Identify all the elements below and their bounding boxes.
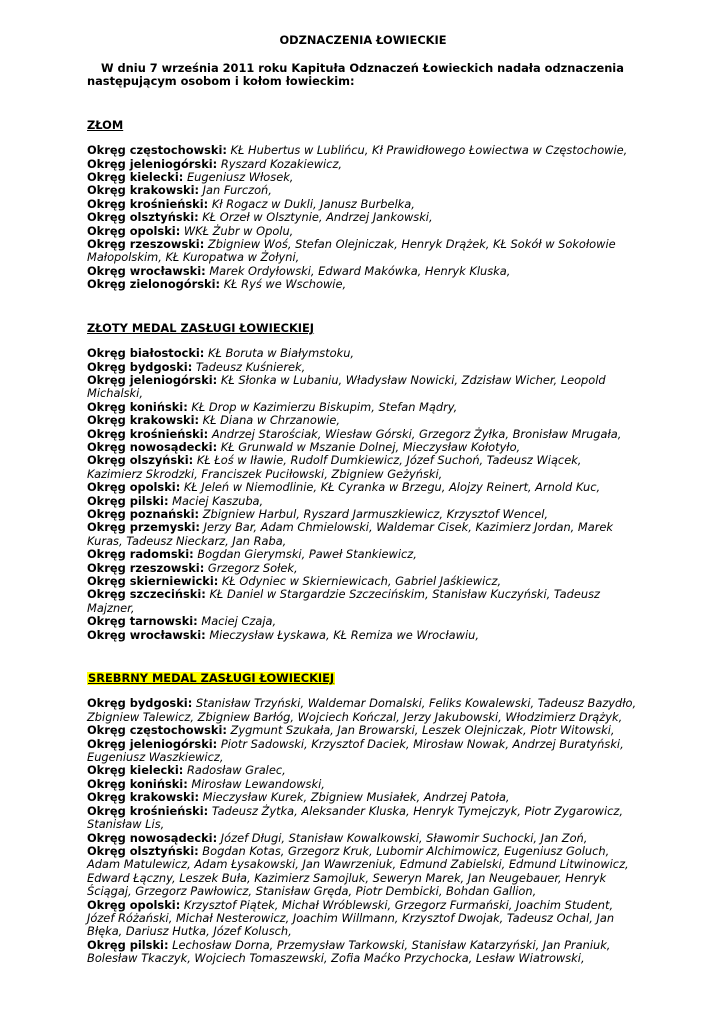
recipients-text: Eugeniusz Włosek, [186, 170, 294, 185]
entry-row [87, 697, 639, 724]
recipients-text: Krzysztof Piątek, Michał Wróblewski, Grzegorz Furmański, Joachim Student, Józef Różański, Michał Nesterowicz, Joachim Willmann, Krzysztof Dwojak, Tadeusz Ochal, Jan Błęka, Dariusz Hutka, Józef Kolusch, [87, 897, 615, 939]
district-label: Okręg skierniewicki: [87, 574, 219, 588]
entry-row [87, 347, 639, 360]
district-label: Okręg wrocławski: [87, 263, 206, 278]
entry-row [87, 939, 639, 966]
recipients-text: Tadeusz Kuśnierek, [195, 359, 306, 374]
district-label: Okręg olszyński: [87, 453, 194, 468]
recipients-text: Lechosław Dorna, Przemysław Tarkowski, Stanisław Katarzyński, Jan Praniuk, Bolesław Tkaczyk, Wojciech Tomaszewski, Zofia Maćko Przychocka, Lesław Wiatrowski, [87, 937, 611, 966]
district-label: Okręg krośnieński: [87, 196, 209, 211]
entry-row [87, 198, 639, 211]
recipients-text: Piotr Sadowski, Krzysztof Daciek, Mirosław Nowak, Andrzej Buratyński, Eugeniusz Waszkiewicz, [87, 736, 624, 765]
district-label: Okręg zielonogórski: [87, 277, 221, 292]
recipients-text: Maciej Kaszuba, [172, 493, 264, 508]
recipients-text: Zbigniew Woś, Stefan Olejniczak, Henryk Drążek, KŁ Sokół w Sokołowie Małopolskim, KŁ Kuropatwa w Żołyni, [87, 237, 616, 265]
district-label: Okręg olsztyński: [87, 210, 199, 225]
district-label: Okręg przemyski: [87, 520, 200, 535]
district-label: Okręg białostocki: [87, 346, 205, 361]
recipients-text: KŁ Grunwald w Mszanie Dolnej, Mieczysław Kołotyło, [220, 439, 521, 454]
recipients-text: Mieczysław Łyskawa, KŁ Remiza we Wrocławiu, [209, 627, 479, 642]
recipients-text: Kł Rogacz w Dukli, Janusz Burbelka, [211, 196, 415, 211]
district-label: Okręg kielecki: [87, 763, 184, 778]
district-label: Okręg wrocławski: [87, 627, 206, 642]
award-section [87, 317, 639, 642]
section-heading: SREBRNY MEDAL ZASŁUGI ŁOWIECKIEJ [88, 671, 335, 686]
entry-row [87, 265, 639, 278]
section-heading: ZŁOM [87, 117, 124, 132]
recipients-text: Bogdan Gierymski, Paweł Stankiewicz, [197, 547, 417, 562]
entry-row [87, 521, 639, 548]
entry-row [87, 575, 639, 588]
district-label: Okręg szczeciński: [87, 587, 206, 602]
recipients-text: Bogdan Kotas, Grzegorz Kruk, Lubomir Alchimowicz, Eugeniusz Goluch, Adam Matulewicz, Adam Łysakowski, Jan Wawrzeniuk, Edmund Zabielski, Edmund Litwinowicz, Edward Łączny, Leszek Buła, Kazimierz Samojluk, Seweryn Marek, Jan Neugebauer, Henryk Ściągaj, Grzegorz Pawłowicz, Stanisław Gręda, Piotr Dembicki, Bohdan Gallion, [87, 843, 629, 899]
district-label: Okręg jeleniogórski: [87, 736, 218, 751]
recipients-text: Zbigniew Harbul, Ryszard Jarmuszkiewicz, Krzysztof Wencel, [202, 506, 548, 521]
district-label: Okręg poznański: [87, 506, 200, 521]
entry-row [87, 629, 639, 642]
entry-row [87, 238, 639, 265]
recipients-text: Mirosław Lewandowski, [191, 776, 325, 791]
recipients-text: Zygmunt Szukała, Jan Browarski, Leszek Olejniczak, Piotr Witowski, [230, 723, 615, 738]
entry-list [87, 347, 639, 642]
district-label: Okręg jeleniogórski: [87, 156, 218, 171]
entry-row [87, 615, 639, 628]
district-label: Okręg bydgoski: [87, 359, 193, 374]
recipients-text: KŁ Drop w Kazimierzu Biskupim, Stefan Mądry, [191, 399, 458, 414]
entry-row [87, 211, 639, 224]
entry-row [87, 548, 639, 561]
district-label: Okręg krośnieński: [87, 803, 209, 818]
entry-row [87, 278, 639, 291]
entry-row [87, 441, 639, 454]
district-label: Okręg krakowski: [87, 183, 200, 198]
district-label: Okręg krośnieński: [87, 426, 209, 441]
recipients-text: KŁ Boruta w Białymstoku, [207, 346, 355, 361]
entry-row [87, 764, 639, 777]
document-page [87, 30, 639, 991]
recipients-text: Andrzej Starościak, Wiesław Górski, Grzegorz Żyłka, Bronisław Mrugała, [211, 426, 622, 441]
entry-row [87, 738, 639, 765]
district-label: Okręg olsztyński: [87, 843, 199, 858]
district-label: Okręg opolski: [87, 897, 181, 912]
entry-row [87, 361, 639, 374]
recipients-text: KŁ Hubertus w Lublińcu, Kł Prawidłowego Łowiectwa w Częstochowie, [230, 143, 628, 158]
district-label: Okręg pilski: [87, 493, 169, 508]
entry-row [87, 832, 639, 845]
district-label: Okręg nowosądecki: [87, 439, 218, 454]
entry-row [87, 184, 639, 197]
district-label: Okręg opolski: [87, 480, 181, 495]
district-label: Okręg rzeszowski: [87, 237, 205, 252]
entry-row [87, 845, 639, 899]
district-label: Okręg radomski: [87, 547, 194, 562]
district-label: Okręg bydgoski: [87, 696, 193, 711]
entry-row [87, 401, 639, 414]
district-label: Okręg koniński: [87, 776, 188, 791]
entry-row [87, 778, 639, 791]
recipients-text: KŁ Jeleń w Niemodlinie, KŁ Cyranka w Brzegu, Alojzy Reinert, Arnold Kuc, [183, 480, 601, 495]
recipients-text: Ryszard Kozakiewicz, [220, 156, 343, 171]
entry-row [87, 562, 639, 575]
entry-row [87, 144, 639, 157]
district-label: Okręg częstochowski: [87, 723, 227, 738]
recipients-text: Tadeusz Żytka, Aleksander Kluska, Henryk Tymejczyk, Piotr Zygarowicz, Stanisław Lis, [87, 803, 623, 832]
entry-row [87, 158, 639, 171]
entry-row [87, 805, 639, 832]
entry-row [87, 414, 639, 427]
entry-list [87, 144, 639, 291]
document-title: ODZNACZENIA ŁOWIECKIE [279, 33, 447, 47]
section-heading: ZŁOTY MEDAL ZASŁUGI ŁOWIECKIEJ [87, 320, 315, 335]
award-section [87, 667, 639, 966]
district-label: Okręg krakowski: [87, 413, 200, 428]
entry-row [87, 899, 639, 939]
entry-list [87, 697, 639, 965]
recipients-text: KŁ Ryś we Wschowie, [223, 277, 347, 292]
entry-row [87, 225, 639, 238]
intro-paragraph [87, 62, 639, 89]
entry-row [87, 481, 639, 494]
district-label: Okręg rzeszowski: [87, 560, 205, 575]
recipients-text: Jerzy Bar, Adam Chmielowski, Waldemar Cisek, Kazimierz Jordan, Marek Kuras, Tadeusz Nieckarz, Jan Raba, [87, 520, 614, 548]
entry-row [87, 791, 639, 804]
district-label: Okręg nowosądecki: [87, 830, 218, 845]
entry-row [87, 454, 639, 481]
recipients-text: KŁ Odyniec w Skierniewicach, Gabriel Jaśkiewicz, [221, 574, 502, 588]
recipients-text: Stanisław Trzyński, Waldemar Domalski, Feliks Kowalewski, Tadeusz Bazydło, Zbigniew Talewicz, Zbigniew Barłóg, Wojciech Kończal, Jerzy Jakubowski, Włodzimierz Drążyk, [87, 696, 637, 724]
recipients-text: KŁ Orzeł w Olsztynie, Andrzej Jankowski, [202, 210, 433, 225]
district-label: Okręg pilski: [87, 937, 169, 952]
district-label: Okręg krakowski: [87, 790, 200, 805]
entry-row [87, 171, 639, 184]
entry-row [87, 508, 639, 521]
entry-row [87, 428, 639, 441]
district-label: Okręg kielecki: [87, 170, 184, 185]
recipients-text: Maciej Czaja, [201, 614, 277, 629]
recipients-text: Mieczysław Kurek, Zbigniew Musiałek, Andrzej Patoła, [202, 790, 510, 805]
recipients-text: Grzegorz Sołek, [207, 560, 298, 575]
entry-row [87, 724, 639, 737]
recipients-text: Radosław Gralec, [186, 763, 286, 778]
recipients-text: Marek Ordyłowski, Edward Makówka, Henryk Kluska, [209, 263, 511, 278]
recipients-text: WKŁ Żubr w Opolu, [183, 223, 294, 238]
intro-text: W dniu 7 września 2011 roku Kapituła Odznaczeń Łowieckich nadała odznaczenia następującym osobom i kołom łowieckim: [87, 61, 624, 89]
district-label: Okręg jeleniogórski: [87, 372, 218, 387]
recipients-text: Józef Długi, Stanisław Kowalkowski, Sławomir Suchocki, Jan Zoń, [220, 830, 588, 845]
recipients-text: KŁ Łoś w Iławie, Rudolf Dumkiewicz, Józef Suchoń, Tadeusz Wiącek, Kazimierz Skrodzki, Franciszek Puciłowski, Zbigniew Geżyński, [87, 453, 582, 481]
district-label: Okręg częstochowski: [87, 143, 227, 158]
recipients-text: KŁ Słonka w Lubaniu, Władysław Nowicki, Zdzisław Wicher, Leopold Michalski, [87, 372, 606, 401]
award-section [87, 114, 639, 292]
district-label: Okręg tarnowski: [87, 614, 198, 629]
entry-row [87, 374, 639, 401]
entry-row [87, 495, 639, 508]
recipients-text: KŁ Daniel w Stargardzie Szczecińskim, Stanisław Kuczyński, Tadeusz Majzner, [87, 587, 601, 615]
district-label: Okręg koniński: [87, 399, 188, 414]
award-sections [87, 114, 639, 966]
entry-row [87, 588, 639, 615]
district-label: Okręg opolski: [87, 223, 181, 238]
recipients-text: KŁ Diana w Chrzanowie, [202, 413, 340, 428]
recipients-text: Jan Furczoń, [202, 183, 272, 198]
